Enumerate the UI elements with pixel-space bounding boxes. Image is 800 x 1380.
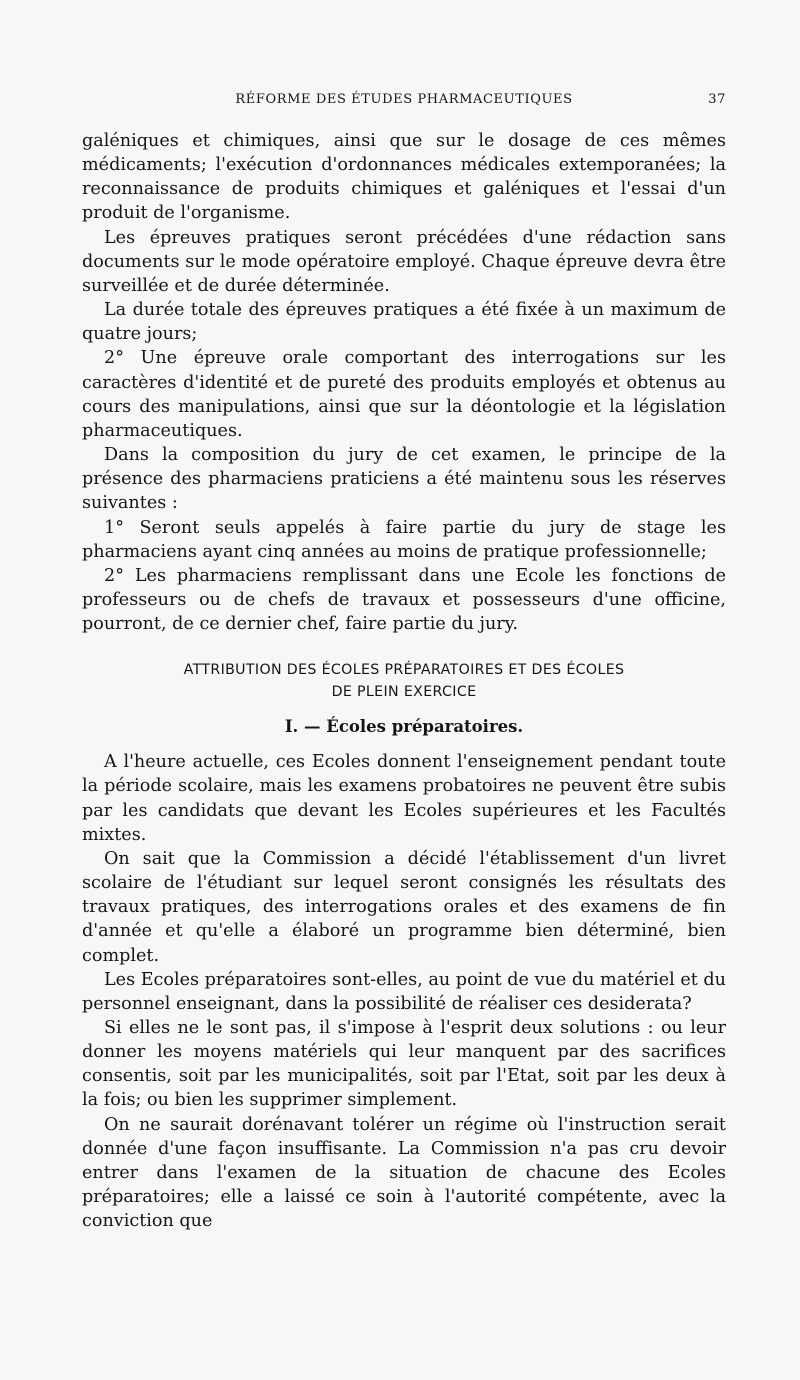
paragraph: Si elles ne le sont pas, il s'impose à l'esprit deux solutions : ou leur donner les moyens matériels qui leur manquent par des sacrifices consentis, soit par les municipalités, soit par l'Etat, soit par les deux à la fois; ou bien les supprimer simplement.: [82, 1018, 726, 1111]
paragraph: 1° Seront seuls appelés à faire partie du jury de stage les pharmaciens ayant cinq années au moins de pratique professionnelle;: [82, 517, 726, 562]
paragraph: Les Ecoles préparatoires sont-elles, au point de vue du matériel et du personnel enseignant, dans la possibilité de réaliser ces desiderata?: [82, 969, 727, 1014]
paragraph: 2° Une épreuve orale comportant des interrogations sur les caractères d'identité et de pureté des produits employés et obtenus au cours des manipulations, ainsi que sur la déontologie et la législation pharmaceutiques.: [82, 348, 726, 441]
paragraph: Les épreuves pratiques seront précédées d'une rédaction sans documents sur le mode opératoire employé. Chaque épreuve devra être surveillée et de durée déterminée.: [82, 227, 726, 296]
page-header: [82, 92, 726, 114]
page-number: 37: [708, 92, 726, 107]
paragraph: A l'heure actuelle, ces Ecoles donnent l'enseignement pendant toute la période scolaire, mais les examens probatoires ne peuvent être subis par les candidats que devant les Ecoles supérieures et les Facultés mixtes.: [82, 752, 726, 845]
paragraph: Dans la composition du jury de cet examen, le principe de la présence des pharmaciens praticiens a été maintenu sous les réserves suivantes :: [82, 445, 726, 514]
paragraph: galéniques et chimiques, ainsi que sur le dosage de ces mêmes médicaments; l'exécution d'ordonnances médicales extemporanées; la reconnaissance de produits chimiques et galéniques et l'essai d'un produit de l'organisme.: [82, 131, 726, 224]
paragraph: 2° Les pharmaciens remplissant dans une Ecole les fonctions de professeurs ou de chefs de travaux et possesseurs d'une officine, pourront, de ce dernier chef, faire partie du jury.: [82, 565, 726, 635]
section-heading-line: ATTRIBUTION DES ÉCOLES PRÉPARATOIRES ET DES ÉCOLES: [183, 662, 625, 679]
section-heading: [82, 659, 726, 703]
paragraph: La durée totale des épreuves pratiques a été fixée à un maximum de quatre jours;: [82, 300, 726, 345]
running-title: RÉFORME DES ÉTUDES PHARMACEUTIQUES: [235, 92, 573, 107]
paragraph: On ne saurait dorénavant tolérer un régime où l'instruction serait donnée d'une façon insuffisante. La Commission n'a pas cru devoir entrer dans l'examen de la situation de chacune des Ecoles préparatoires; elle a laissé ce soin à l'autorité compétente, avec la conviction que: [82, 1114, 726, 1232]
section-heading-line: DE PLEIN EXERCICE: [331, 684, 477, 701]
page-body: [82, 129, 726, 1233]
paragraph: On sait que la Commission a décidé l'établissement d'un livret scolaire de l'étudiant sur lequel seront consignés les résultats des travaux pratiques, des interrogations orales et des examens de fin d'année et qu'elle a élaboré un programme bien déterminé, bien complet.: [82, 848, 726, 966]
subsection-heading: I. — Écoles préparatoires.: [284, 717, 524, 737]
